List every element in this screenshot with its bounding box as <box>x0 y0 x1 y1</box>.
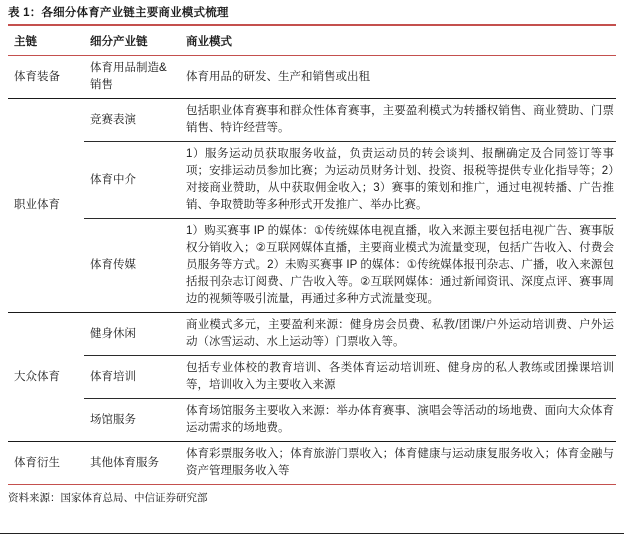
table-row <box>8 219 616 313</box>
page-bottom-rule <box>0 533 624 534</box>
business-model-cell: 包括职业体育赛事和群众性体育赛事，主要盈利模式为转播权销售、商业赞助、门票销售、特许经营等。 <box>180 99 616 142</box>
header-row <box>8 25 616 56</box>
main-chain-cell: 大众体育 <box>8 313 84 442</box>
sub-chain-cell: 健身休闲 <box>84 313 180 356</box>
business-model-cell: 1）服务运动员获取服务收益，负责运动员的转会谈判、报酬确定及合同签订等事项；安排运动员参加比赛；为运动员财务计划、投资、报税等提供专业化指导等；2）对接商业赞助，从中获取佣金收入；3）赛事的策划和推广，通过电视转播、广告推销、争取赞助等多种形式开发推广、举办比赛。 <box>180 142 616 219</box>
table-row <box>8 442 616 485</box>
sub-chain-cell: 体育中介 <box>84 142 180 219</box>
header-sub-chain: 细分产业链 <box>84 25 180 56</box>
table-row <box>8 56 616 99</box>
table-title: 表 1：各细分体育产业链主要商业模式梳理 <box>8 7 229 19</box>
table-body <box>8 56 616 485</box>
table-row <box>8 313 616 356</box>
business-model-cell: 1）购买赛事 IP 的媒体：①传统媒体电视直播，收入来源主要包括电视广告、赛事版权分销收入；②互联网媒体直播，主要商业模式为流量变现，包括广告收入、付费会员服务等方式。2）未购买赛事 IP 的媒体：①传统媒体报刊杂志、广播，收入来源包括报刊杂志订阅费、广告收入等。②互联网媒体：通过新闻资讯、深度点评、赛事周边的视频等吸引流量，再通过多种方式流量变现。 <box>180 219 616 313</box>
sub-chain-cell: 体育传媒 <box>84 219 180 313</box>
main-chain-cell: 体育装备 <box>14 70 60 83</box>
data-source-note: 资料来源：国家体育总局、中信证券研究部 <box>8 492 208 504</box>
main-chain-cell: 职业体育 <box>8 99 84 313</box>
business-model-table <box>8 24 616 485</box>
header-main-chain: 主链 <box>8 25 84 56</box>
table-row <box>8 142 616 219</box>
main-chain-cell: 体育衍生 <box>8 442 84 485</box>
sub-chain-cell: 其他体育服务 <box>84 442 180 485</box>
business-model-cell: 体育场馆服务主要收入来源：举办体育赛事、演唱会等活动的场地费、面向大众体育运动需求的场地费。 <box>180 399 616 442</box>
business-model-cell: 体育用品的研发、生产和销售或出租 <box>186 70 370 83</box>
header-business-model: 商业模式 <box>180 25 616 56</box>
table-row <box>8 356 616 399</box>
sub-chain-cell: 竞赛表演 <box>84 99 180 142</box>
sub-chain-cell: 体育用品制造&销售 <box>90 62 167 91</box>
sub-chain-cell: 场馆服务 <box>84 399 180 442</box>
table-row <box>8 99 616 142</box>
table-row <box>8 399 616 442</box>
business-model-cell: 包括专业体校的教育培训、各类体育运动培训班、健身房的私人教练或团操课培训等，培训收入为主要收入来源 <box>180 356 616 399</box>
sub-chain-cell: 体育培训 <box>84 356 180 399</box>
business-model-cell: 商业模式多元，主要盈利来源：健身房会员费、私教/团课/户外运动培训费、户外运动（冰雪运动、水上运动等）门票收入等。 <box>180 313 616 356</box>
business-model-cell: 体育彩票服务收入；体育旅游门票收入；体育健康与运动康复服务收入；体育金融与资产管理服务收入等 <box>180 442 616 485</box>
